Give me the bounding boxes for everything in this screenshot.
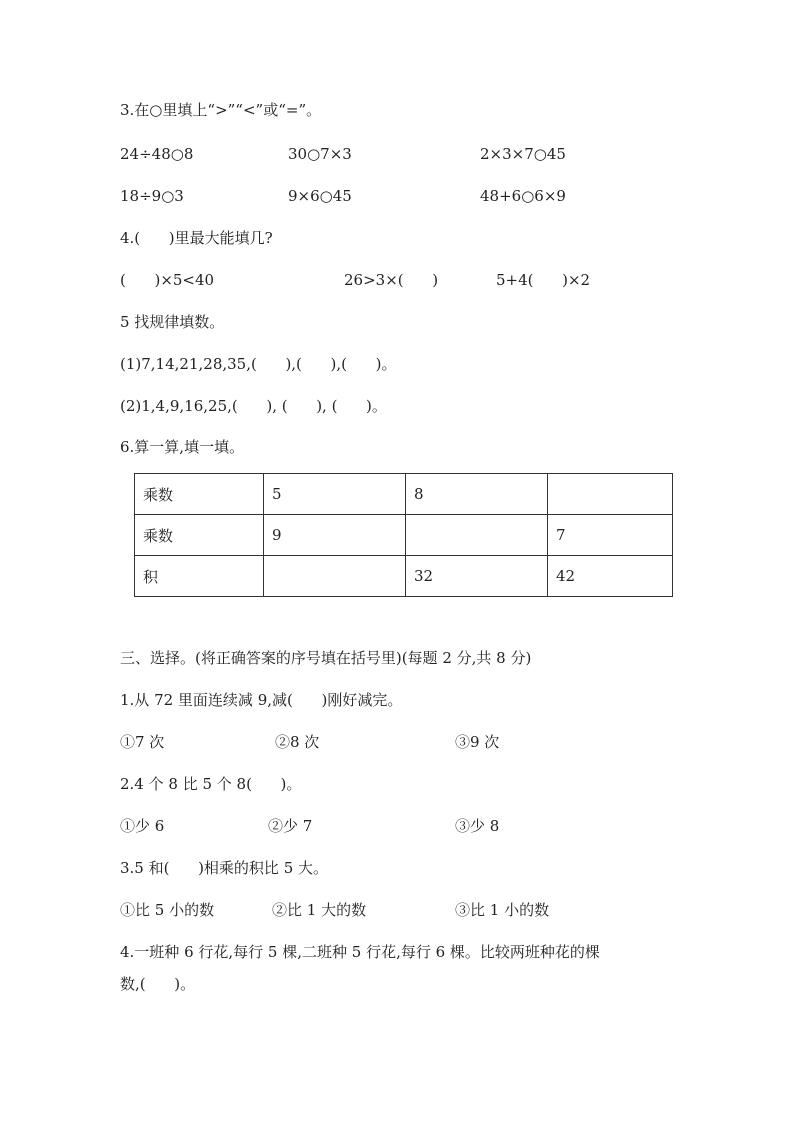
q3-title: 3.在○里填上“>”“<”或“=”。 [120, 101, 322, 119]
q3-item-4: 18÷9○3 [120, 187, 184, 205]
table-cell: 乘数 [135, 474, 264, 515]
multiplication-table [134, 473, 673, 597]
choice3-option-b: ②比 1 大的数 [272, 901, 367, 919]
choice3-question: 3.5 和( )相乘的积比 5 大。 [120, 859, 329, 877]
table-cell: 9 [264, 515, 406, 556]
q5-title: 5 找规律填数。 [120, 313, 225, 331]
q4-item-2: 26>3×( ) [344, 271, 439, 289]
choice1-option-c: ③9 次 [455, 733, 500, 751]
q3-item-1: 24÷48○8 [120, 145, 194, 163]
table-row [135, 556, 673, 597]
q6-title: 6.算一算,填一填。 [120, 438, 245, 456]
table-cell [548, 474, 673, 515]
q4-title: 4.( )里最大能填几? [120, 229, 273, 247]
choice2-option-b: ②少 7 [268, 817, 313, 835]
choice4-question-line1: 4.一班种 6 行花,每行 5 棵,二班种 5 行花,每行 6 棵。比较两班种花的棵 [120, 943, 600, 961]
table-cell: 5 [264, 474, 406, 515]
q5-item-1: (1)7,14,21,28,35,( ),( ),( )。 [120, 355, 397, 373]
table-row [135, 515, 673, 556]
choice2-question: 2.4 个 8 比 5 个 8( )。 [120, 775, 302, 793]
q4-item-3: 5+4( )×2 [496, 271, 591, 289]
q3-item-2: 30○7×3 [288, 145, 352, 163]
q3-item-5: 9×6○45 [288, 187, 352, 205]
choice1-option-b: ②8 次 [275, 733, 320, 751]
q5-item-2: (2)1,4,9,16,25,( ), ( ), ( )。 [120, 397, 387, 415]
table-cell: 积 [135, 556, 264, 597]
table-cell: 42 [548, 556, 673, 597]
choice1-option-a: ①7 次 [120, 733, 165, 751]
choice2-option-c: ③少 8 [455, 817, 500, 835]
choice1-question: 1.从 72 里面连续减 9,减( )刚好减完。 [120, 691, 403, 709]
q3-item-3: 2×3×7○45 [480, 145, 566, 163]
choice3-option-c: ③比 1 小的数 [455, 901, 550, 919]
table-cell: 8 [406, 474, 548, 515]
choice2-option-a: ①少 6 [120, 817, 165, 835]
table-cell [264, 556, 406, 597]
section3-title: 三、选择。(将正确答案的序号填在括号里)(每题 2 分,共 8 分) [120, 649, 532, 667]
table-cell: 7 [548, 515, 673, 556]
table-cell: 乘数 [135, 515, 264, 556]
table-cell: 32 [406, 556, 548, 597]
q4-item-1: ( )×5<40 [120, 271, 215, 289]
q3-item-6: 48+6○6×9 [480, 187, 566, 205]
choice4-question-line2: 数,( )。 [120, 975, 196, 993]
choice3-option-a: ①比 5 小的数 [120, 901, 215, 919]
table-row [135, 474, 673, 515]
table-cell [406, 515, 548, 556]
